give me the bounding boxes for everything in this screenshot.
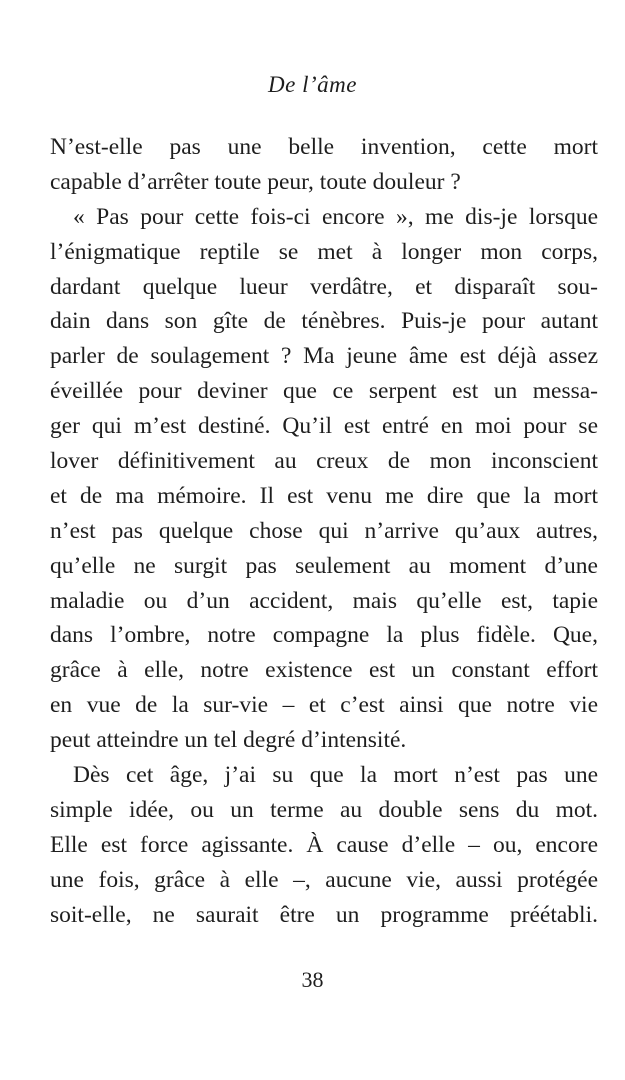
paragraph xyxy=(50,130,598,200)
text-line: lover définitivement au creux de mon inconscient xyxy=(50,448,598,475)
paragraph xyxy=(50,200,598,758)
text-line: « Pas pour cette fois-ci encore », me dis-je lorsque xyxy=(73,203,598,230)
text-line: et de ma mémoire. Il est venu me dire que la mort xyxy=(50,482,598,509)
text-line: soit-elle, ne saurait être un programme préétabli. xyxy=(50,901,598,928)
page-number: 38 xyxy=(301,967,324,992)
paragraph xyxy=(50,758,598,932)
text-line: N’est-elle pas une belle invention, cette mort xyxy=(50,134,598,160)
text-line: qu’elle ne surgit pas seulement au moment d’une xyxy=(50,552,598,579)
running-head: De l’âme xyxy=(268,72,357,97)
text-line: dain dans son gîte de ténèbres. Puis-je pour autant xyxy=(50,308,598,335)
text-line: capable d’arrêter toute peur, toute douleur ? xyxy=(50,168,461,195)
text-line: éveillée pour deviner que ce serpent est un messa- xyxy=(50,378,598,405)
text-line: maladie ou d’un accident, mais qu’elle est, tapie xyxy=(50,587,598,614)
text-line: peut atteindre un tel degré d’intensité. xyxy=(50,727,407,754)
text-line: grâce à elle, notre existence est un constant effort xyxy=(50,657,598,684)
body-text xyxy=(50,130,598,932)
text-line: l’énigmatique reptile se met à longer mon corps, xyxy=(50,238,598,265)
text-line: en vue de la sur-vie – et c’est ainsi que notre vie xyxy=(50,692,598,719)
text-line: Dès cet âge, j’ai su que la mort n’est pas une xyxy=(73,762,598,789)
text-line: ger qui m’est destiné. Qu’il est entré en moi pour se xyxy=(50,413,598,440)
text-line: dardant quelque lueur verdâtre, et disparaît sou- xyxy=(50,273,598,300)
text-line: parler de soulagement ? Ma jeune âme est déjà assez xyxy=(50,343,598,370)
text-line: simple idée, ou un terme au double sens du mot. xyxy=(50,796,598,823)
text-line: une fois, grâce à elle –, aucune vie, aussi protégée xyxy=(50,866,598,893)
text-line: Elle est force agissante. À cause d’elle – ou, encore xyxy=(50,831,598,858)
text-line: dans l’ombre, notre compagne la plus fidèle. Que, xyxy=(50,622,598,649)
text-line: n’est pas quelque chose qui n’arrive qu’aux autres, xyxy=(50,517,598,544)
